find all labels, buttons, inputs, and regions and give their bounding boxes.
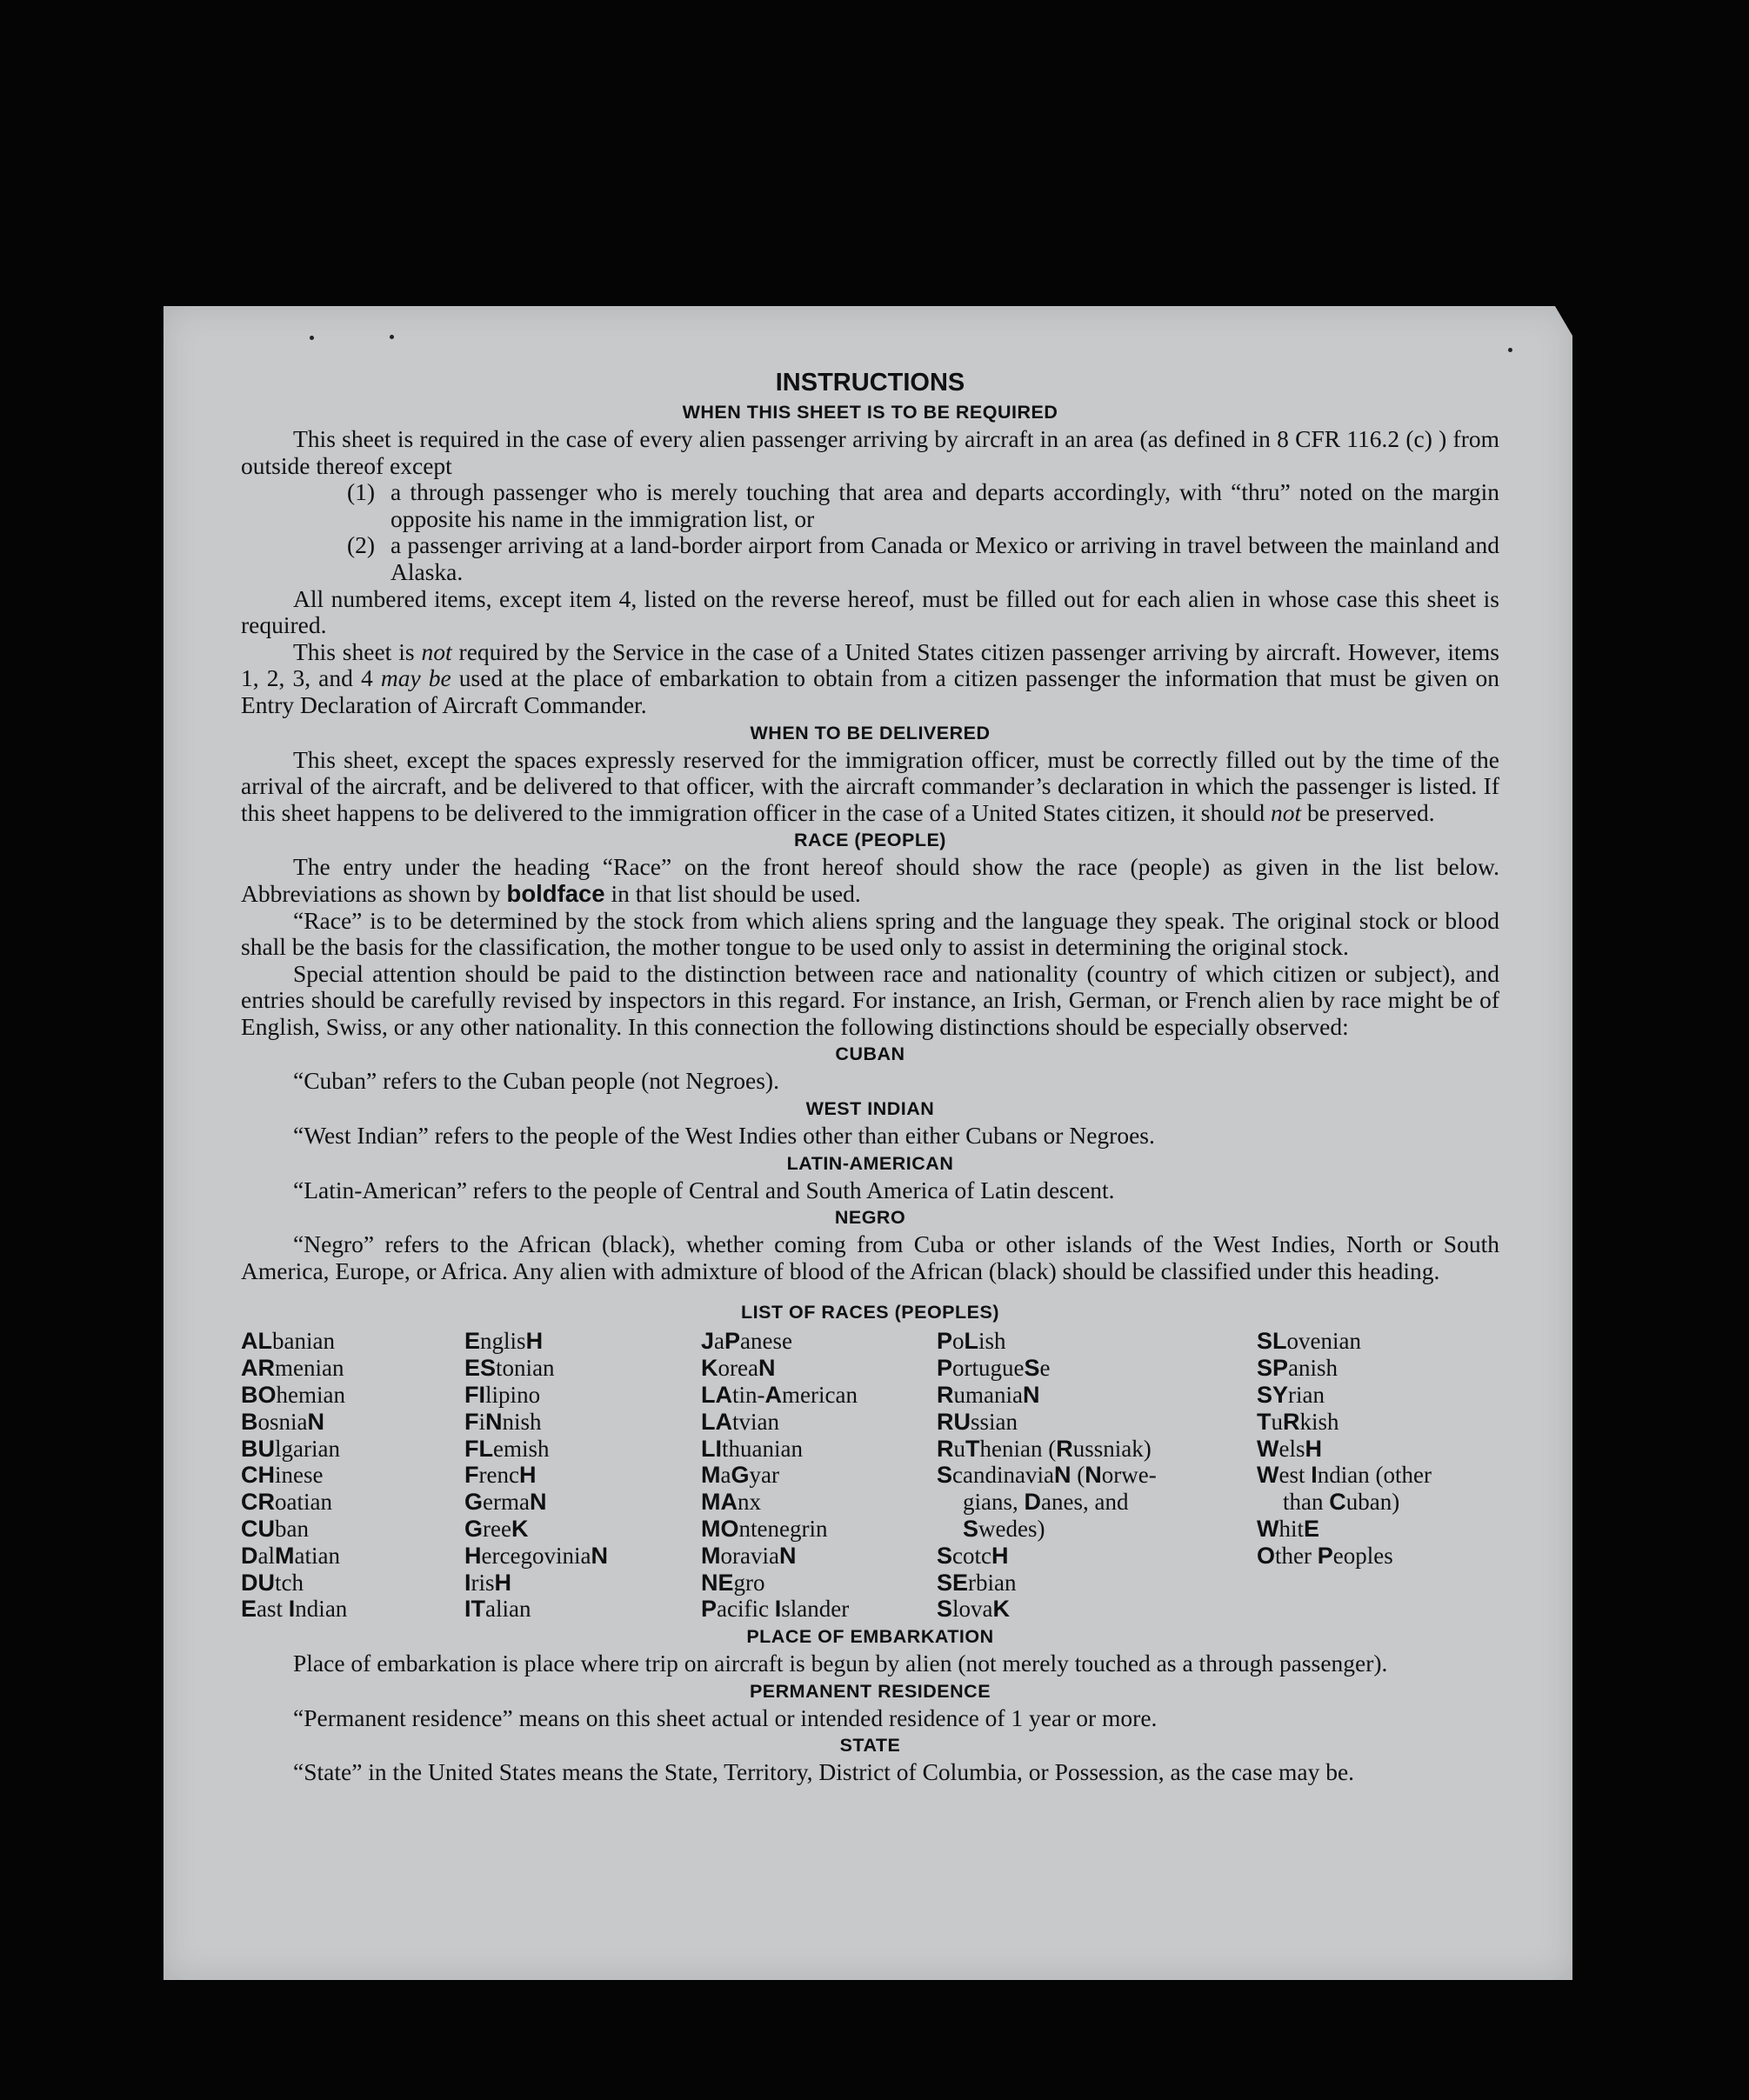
heading-list-of-races: LIST OF RACES (PEOPLES)	[741, 1302, 999, 1323]
race-entry: than Cuban)	[1283, 1489, 1400, 1516]
race-entry: gians, Danes, and	[963, 1489, 1129, 1516]
races-column	[241, 1328, 464, 1623]
race-entry: East Indian	[241, 1596, 348, 1623]
text-run: in that list should be used.	[604, 879, 861, 907]
race-entry: SLovenian	[1257, 1328, 1361, 1355]
race-entry: Pacific Islander	[701, 1596, 850, 1623]
race-entry: FLemish	[464, 1435, 550, 1462]
speck	[1508, 348, 1512, 352]
paragraph: Place of embarkation is place where trip on aircraft is begun by alien (not merely touched as a through passenger).	[293, 1650, 1388, 1677]
list-item	[347, 532, 1499, 585]
item-number: (2)	[347, 531, 376, 559]
paragraph	[241, 639, 1499, 719]
race-entry: CRoatian	[241, 1489, 332, 1516]
race-entry: FIlipino	[464, 1382, 541, 1409]
paragraph: “West Indian” refers to the people of the West Indies other than either Cubans or Negroes.	[293, 1122, 1155, 1150]
race-entry: GreeK	[464, 1516, 529, 1543]
race-entry: JaPanese	[701, 1328, 792, 1355]
race-entry: ScandinaviaN (Norwe-	[937, 1462, 1157, 1489]
race-entry: EStonian	[464, 1355, 555, 1382]
text-run: used at the place of embarkation to obtain from a citizen passenger the information that must be given on Entry Declaration of Aircraft Commander.	[241, 664, 1499, 718]
race-entry: TuRkish	[1257, 1408, 1339, 1435]
heading-latin-american: LATIN-AMERICAN	[786, 1152, 954, 1174]
heading-negro: NEGRO	[834, 1207, 906, 1229]
speck	[310, 336, 314, 340]
race-entry: BOhemian	[241, 1382, 346, 1409]
race-entry: IrisH	[464, 1569, 512, 1596]
speck	[390, 335, 394, 339]
text-run: The entry under the heading “Race” on the front hereof should show the race (people) as given in the list below. Abbreviations as shown by	[241, 853, 1499, 907]
race-entry: PortugueSe	[937, 1355, 1051, 1382]
page-title: INSTRUCTIONS	[775, 369, 965, 397]
race-entry: ARmenian	[241, 1355, 344, 1382]
paragraph: Special attention should be paid to the distinction between race and nationality (country of which citizen or subject), and entries should be carefully revised by inspectors in this regard. For instance, an Irish, German, or French alien by race might be of English, Swiss, or any other nationality. In this connection the following distinctions should be especially observed:	[241, 959, 1499, 1040]
race-entry: RUssian	[937, 1408, 1018, 1435]
race-entry: KoreaN	[701, 1355, 776, 1382]
races-column	[1257, 1328, 1499, 1623]
torn-corner	[1555, 306, 1572, 336]
item-text: a through passenger who is merely touching that area and departs accordingly, with “thru” noted on the margin opposite his name in the immigration list, or	[391, 478, 1499, 532]
race-entry: WhitE	[1257, 1516, 1320, 1543]
paragraph: “State” in the United States means the State, Territory, District of Columbia, or Possession, as the case may be.	[293, 1758, 1355, 1786]
races-column	[701, 1328, 937, 1623]
heading-permanent-residence: PERMANENT RESIDENCE	[749, 1680, 991, 1702]
race-entry: CUban	[241, 1516, 309, 1543]
document-sheet	[164, 306, 1572, 1980]
race-entry: EnglisH	[464, 1328, 544, 1355]
item-number: (1)	[347, 478, 376, 506]
race-entry: Other Peoples	[1257, 1542, 1393, 1569]
race-entry: FiNnish	[464, 1408, 542, 1435]
text-run: required by the Service in the case of a United States citizen passenger arriving by aircraft. However, items 1, 2, 3, and 4	[241, 637, 1499, 692]
race-entry: RumaniaN	[937, 1382, 1040, 1409]
race-entry: FrencH	[464, 1462, 537, 1489]
race-entry: HercegoviniaN	[464, 1542, 608, 1569]
paragraph: “Race” is to be determined by the stock from which aliens spring and the language they speak. The original stock or blood shall be the basis for the classification, the mother tongue to be used only to assist in determining the original stock.	[241, 906, 1499, 961]
races-list	[241, 1328, 1499, 1623]
race-entry: WelsH	[1257, 1435, 1322, 1462]
race-entry: NEgro	[701, 1569, 765, 1596]
text-run: This sheet is	[293, 637, 422, 665]
race-entry: ScotcH	[937, 1542, 1009, 1569]
heading-cuban: CUBAN	[835, 1043, 905, 1065]
race-entry: West Indian (other	[1257, 1462, 1432, 1489]
race-entry: MOntenegrin	[701, 1516, 828, 1543]
race-entry: BUlgarian	[241, 1435, 340, 1462]
race-entry: SPanish	[1257, 1355, 1338, 1382]
heading-west-indian: WEST INDIAN	[805, 1098, 935, 1120]
heading-when-delivered: WHEN TO BE DELIVERED	[750, 722, 991, 743]
heading-race: RACE (PEOPLE)	[794, 830, 946, 851]
race-entry: LIthuanian	[701, 1435, 804, 1462]
paragraph: This sheet is required in the case of every alien passenger arriving by aircraft in an area (as defined in 8 CFR 116.2 (c) ) from outside thereof except	[241, 425, 1499, 479]
bold-word: boldface	[506, 879, 605, 907]
paragraph	[241, 747, 1499, 827]
paragraph: “Latin-American” refers to the people of Central and South America of Latin descent.	[293, 1176, 1115, 1203]
race-entry: CHinese	[241, 1462, 324, 1489]
races-column	[464, 1328, 701, 1623]
race-entry: GermaN	[464, 1489, 547, 1516]
race-entry: ITalian	[464, 1596, 531, 1623]
race-entry: Swedes)	[963, 1516, 1045, 1543]
emphasis: not	[1270, 798, 1302, 826]
heading-place-of-embarkation: PLACE OF EMBARKATION	[746, 1626, 994, 1648]
race-entry: SYrian	[1257, 1382, 1325, 1409]
race-entry: LAtvian	[701, 1408, 780, 1435]
race-entry: SlovaK	[937, 1596, 1011, 1623]
race-entry: DalMatian	[241, 1542, 340, 1569]
paragraph: “Cuban” refers to the Cuban people (not Negroes).	[293, 1067, 779, 1095]
race-entry: LAtin-American	[701, 1382, 858, 1409]
paragraph: “Negro” refers to the African (black), whether coming from Cuba or other islands of the West Indies, North or South America, Europe, or Africa. Any alien with admixture of blood of the African (black) should be classified under this heading.	[241, 1230, 1499, 1284]
paragraph: “Permanent residence” means on this sheet actual or intended residence of 1 year or more.	[293, 1703, 1158, 1731]
emphasis: may be	[380, 664, 451, 692]
race-entry: ALbanian	[241, 1328, 335, 1355]
item-text: a passenger arriving at a land-border airport from Canada or Mexico or arriving in travel between the mainland and Alaska.	[391, 531, 1499, 585]
race-entry: PoLish	[937, 1328, 1006, 1355]
paragraph	[241, 854, 1499, 907]
race-entry: RuThenian (Russniak)	[937, 1435, 1152, 1462]
text-run: be preserved.	[1301, 798, 1435, 826]
emphasis: not	[421, 637, 452, 665]
instructions-text	[241, 367, 1499, 1786]
race-entry: DUtch	[241, 1569, 304, 1596]
heading-state: STATE	[839, 1735, 901, 1757]
race-entry: SErbian	[937, 1569, 1017, 1596]
paragraph: All numbered items, except item 4, listed on the reverse hereof, must be filled out for each alien in whose case this sheet is required.	[241, 584, 1499, 639]
text-run: This sheet, except the spaces expressly reserved for the immigration officer, must be correctly filled out by the time of the arrival of the aircraft, and be delivered to that officer, with the aircraft commander’s declaration in which the passenger is listed. If this sheet happens to be delivered to the immigration officer in the case of a United States citizen, it should	[241, 745, 1499, 826]
race-entry: MaGyar	[701, 1462, 779, 1489]
races-column	[937, 1328, 1257, 1623]
race-entry: BosniaN	[241, 1408, 325, 1435]
list-item	[347, 479, 1499, 532]
heading-when-required: WHEN THIS SHEET IS TO BE REQUIRED	[682, 402, 1058, 423]
race-entry: MAnx	[701, 1489, 761, 1516]
race-entry: MoraviaN	[701, 1542, 797, 1569]
